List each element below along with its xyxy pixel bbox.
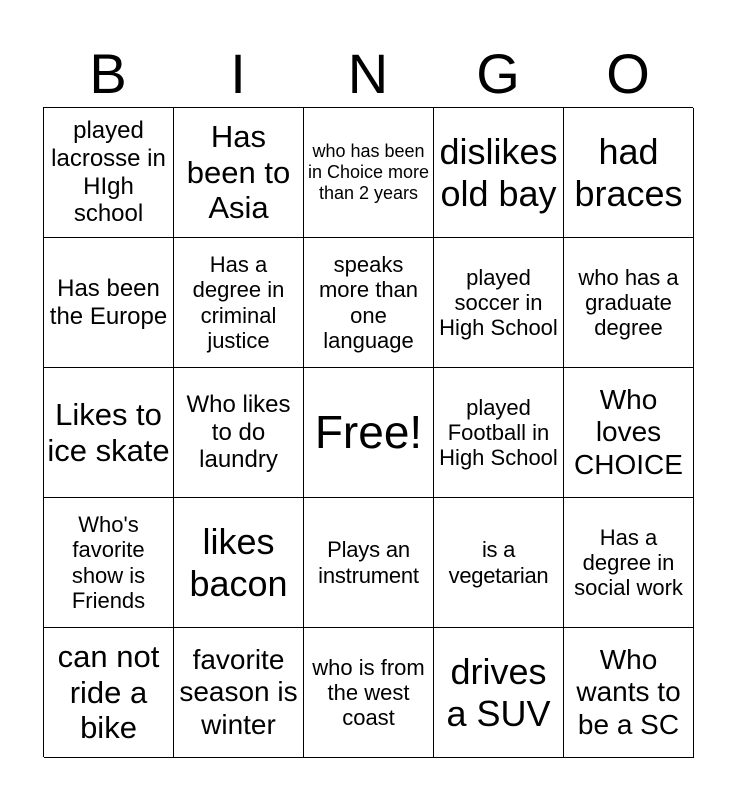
cell-text: favorite season is winter — [179, 644, 298, 740]
bingo-cell[interactable] — [434, 498, 564, 628]
cell-text: Who wants to be a SC — [576, 644, 681, 740]
cell-text: played lacrosse in HIgh school — [51, 117, 166, 228]
bingo-cell[interactable] — [174, 238, 304, 368]
bingo-cell[interactable] — [434, 628, 564, 758]
cell-text: speaks more than one language — [318, 251, 419, 353]
cell-text: drives a SUV — [446, 651, 551, 734]
cell-text: can not ride a bike — [57, 639, 160, 746]
cell-text: Who likes to do laundry — [186, 391, 291, 474]
cell-text: Has a degree in social work — [574, 524, 683, 601]
cell-text: is a vegetarian — [448, 537, 549, 588]
bingo-cell[interactable] — [304, 498, 434, 628]
bingo-cell[interactable] — [174, 368, 304, 498]
bingo-cell[interactable] — [304, 108, 434, 238]
cell-text: played soccer in High School — [439, 264, 558, 341]
free-space-cell[interactable] — [304, 368, 434, 498]
cell-text: Who loves CHOICE — [574, 384, 683, 480]
header-letter-i: I — [230, 42, 246, 105]
bingo-header — [43, 40, 693, 108]
bingo-cell[interactable] — [434, 238, 564, 368]
cell-text: dislikes old bay — [439, 131, 558, 214]
bingo-board — [43, 107, 693, 757]
cell-text: who has a graduate degree — [578, 264, 679, 341]
bingo-cell[interactable] — [564, 108, 694, 238]
bingo-cell[interactable] — [564, 628, 694, 758]
cell-text: had braces — [574, 131, 683, 214]
bingo-cell[interactable] — [174, 108, 304, 238]
cell-text: who has been in Choice more than 2 years — [307, 141, 430, 203]
bingo-cell[interactable] — [174, 498, 304, 628]
cell-text: Likes to ice skate — [47, 396, 170, 468]
cell-text: Who's favorite show is Friends — [71, 511, 146, 613]
header-letter-b: B — [89, 42, 127, 105]
bingo-cell[interactable] — [44, 498, 174, 628]
bingo-cell[interactable] — [304, 238, 434, 368]
bingo-cell[interactable] — [44, 108, 174, 238]
bingo-cell[interactable] — [564, 238, 694, 368]
header-letter-o: O — [606, 42, 650, 105]
cell-text: Has been to Asia — [186, 119, 291, 226]
bingo-cell[interactable] — [434, 368, 564, 498]
bingo-cell[interactable] — [564, 368, 694, 498]
bingo-cell[interactable] — [44, 628, 174, 758]
bingo-cell[interactable] — [44, 238, 174, 368]
cell-text: played Football in High School — [439, 394, 558, 471]
cell-text: Has been the Europe — [49, 274, 168, 330]
cell-text: Has a degree in criminal justice — [192, 251, 285, 353]
header-letter-n: N — [347, 42, 389, 105]
bingo-cell[interactable] — [44, 368, 174, 498]
bingo-cell[interactable] — [564, 498, 694, 628]
bingo-cell[interactable] — [434, 108, 564, 238]
cell-text: likes bacon — [189, 521, 288, 604]
bingo-cell[interactable] — [174, 628, 304, 758]
cell-text: who is from the west coast — [312, 654, 425, 731]
free-space-label: Free! — [314, 406, 423, 459]
bingo-cell[interactable] — [304, 628, 434, 758]
header-letter-g: G — [476, 42, 520, 105]
cell-text: Plays an instrument — [318, 537, 419, 588]
